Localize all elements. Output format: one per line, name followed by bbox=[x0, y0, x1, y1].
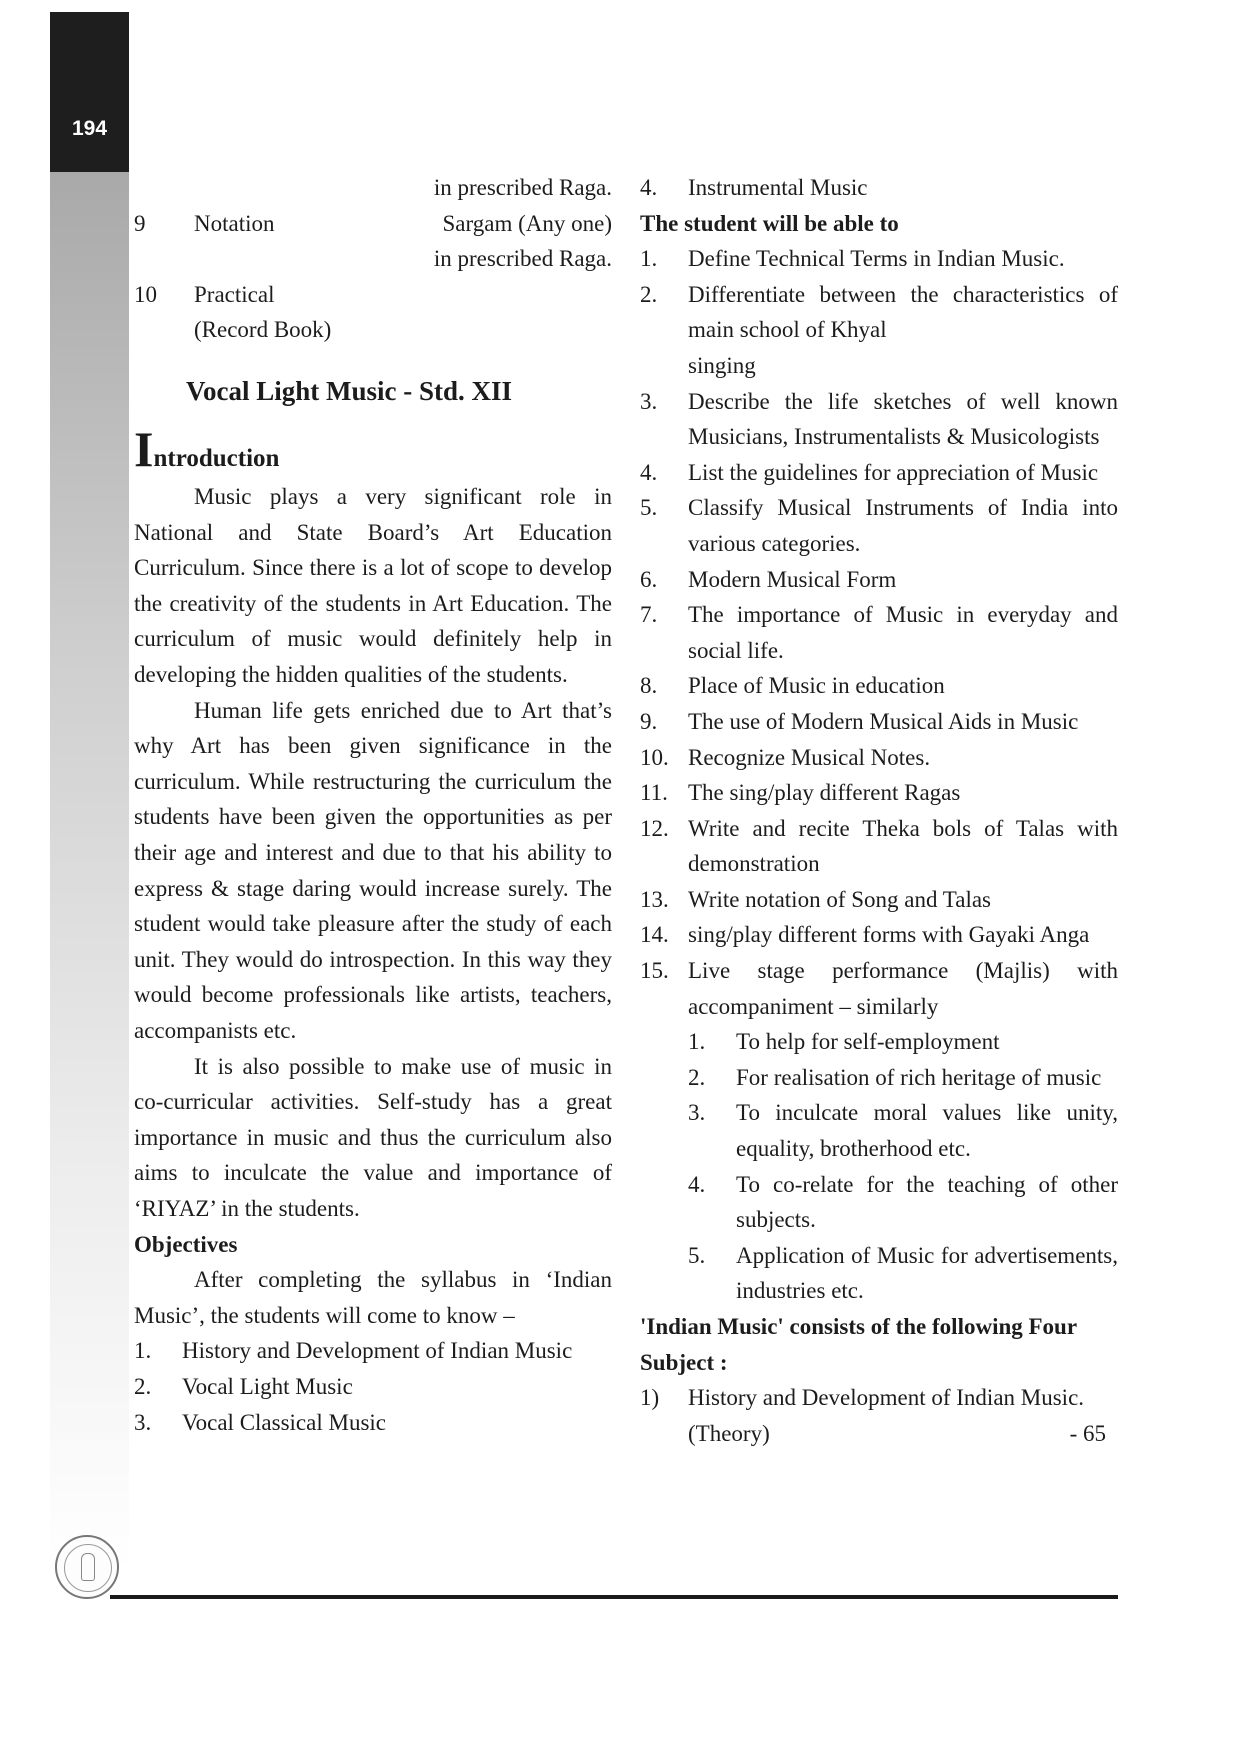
table-row-10 bbox=[134, 277, 612, 313]
item-text: Describe the life sketches of well known Musicians, Instrumentalists & Musicologists bbox=[688, 388, 1118, 450]
item-text: Modern Musical Form bbox=[688, 566, 897, 592]
sub-list-item bbox=[640, 1167, 1118, 1238]
item-text: Write and recite Theka bols of Talas with demonstration bbox=[688, 815, 1118, 877]
sub-list-item bbox=[640, 1238, 1118, 1309]
item-text: The use of Modern Musical Aids in Music bbox=[688, 708, 1079, 734]
item-text-main: Differentiate between the characteristics of main school of Khyal bbox=[688, 281, 1118, 343]
list-item bbox=[640, 917, 1118, 953]
list-item bbox=[134, 1333, 612, 1369]
item-text: Write notation of Song and Talas bbox=[688, 886, 992, 912]
item-number: 15. bbox=[640, 958, 669, 984]
table-row-cont: in prescribed Raga. bbox=[433, 246, 612, 272]
list-item bbox=[640, 562, 1118, 598]
item-number: 7. bbox=[640, 602, 658, 628]
item-number: 11. bbox=[640, 780, 668, 806]
able-heading: The student will be able to bbox=[640, 210, 899, 236]
board-emblem-icon bbox=[55, 1535, 119, 1599]
list-item bbox=[640, 170, 1118, 206]
item-text: The sing/play different Ragas bbox=[688, 780, 961, 806]
list-item bbox=[640, 953, 1118, 1024]
row-subject: Notation bbox=[194, 210, 275, 236]
page-number: 194 bbox=[71, 117, 108, 140]
subject-item bbox=[640, 1380, 1118, 1416]
list-item bbox=[134, 1369, 612, 1405]
intro-paragraph: It is also possible to make use of music in co-curricular activities. Self-study has a great importance in music and thus the curriculum also aims to inculcate the value and importance of ‘RIYAZ’ in the students. bbox=[134, 1053, 612, 1221]
objectives-heading: Objectives bbox=[134, 1231, 238, 1257]
item-number: 8. bbox=[640, 673, 658, 699]
item-number: 2. bbox=[640, 281, 658, 307]
item-text: Recognize Musical Notes. bbox=[688, 744, 931, 770]
list-item bbox=[640, 740, 1118, 776]
item-text: Vocal Light Music bbox=[182, 1373, 353, 1399]
sub-list-item bbox=[640, 1060, 1118, 1096]
item-number: 3. bbox=[688, 1100, 706, 1126]
item-text-extra: singing bbox=[688, 352, 756, 378]
item-number: 1. bbox=[640, 246, 658, 272]
consists-heading: 'Indian Music' consists of the following Four Subject : bbox=[640, 1314, 1077, 1375]
side-gradient-bar bbox=[50, 172, 129, 1572]
heading-rest: ntroduction bbox=[153, 445, 280, 473]
sub-list-item bbox=[640, 1024, 1118, 1060]
list-item bbox=[134, 1405, 612, 1441]
introduction-heading bbox=[134, 421, 612, 479]
row-text: Sargam (Any one) bbox=[442, 210, 612, 236]
item-text: Classify Musical Instruments of India into various categories. bbox=[688, 495, 1118, 556]
item-text: Application of Music for advertisements, industries etc. bbox=[736, 1242, 1118, 1304]
item-number: 6. bbox=[640, 566, 658, 592]
table-row-cont: (Record Book) bbox=[194, 317, 332, 343]
item-text: The importance of Music in everyday and social life. bbox=[688, 602, 1118, 663]
item-text: List the guidelines for appreciation of Music bbox=[688, 459, 1099, 485]
item-number: 2. bbox=[134, 1373, 152, 1399]
item-text: Define Technical Terms in Indian Music. bbox=[688, 246, 1065, 272]
item-text: To inculcate moral values like unity, equality, brotherhood etc. bbox=[736, 1100, 1118, 1162]
list-item bbox=[640, 277, 1118, 384]
list-item bbox=[640, 668, 1118, 704]
list-item bbox=[640, 775, 1118, 811]
item-number: 9. bbox=[640, 708, 658, 734]
item-number: 14. bbox=[640, 922, 669, 948]
item-text: History and Development of Indian Music bbox=[182, 1338, 573, 1364]
section-title: Vocal Light Music - Std. XII bbox=[186, 375, 513, 406]
item-text: sing/play different forms with Gayaki Anga bbox=[688, 922, 1090, 948]
sub-list-item bbox=[640, 1095, 1118, 1166]
item-number: 2. bbox=[688, 1064, 706, 1090]
item-text: Place of Music in education bbox=[688, 673, 945, 699]
item-text: Live stage performance (Majlis) with accompaniment – similarly bbox=[688, 958, 1118, 1019]
left-column bbox=[134, 170, 612, 1440]
subject-marks: - 65 bbox=[1069, 1420, 1106, 1446]
item-number: 3. bbox=[640, 388, 658, 414]
subject-type: (Theory) bbox=[688, 1420, 770, 1446]
table-row-cont: in prescribed Raga. bbox=[433, 175, 612, 200]
item-text: History and Development of Indian Music. bbox=[688, 1385, 1085, 1411]
item-number: 4. bbox=[640, 459, 658, 485]
list-item bbox=[640, 455, 1118, 491]
list-item bbox=[640, 811, 1118, 882]
item-number: 5. bbox=[688, 1242, 706, 1268]
intro-paragraph: Human life gets enriched due to Art that’s why Art has been given significance in the curriculum. While restructuring the curriculum the students have been given the opportunities as per their age and interest and due to that his ability to express & stage daring would increase surely. The student would take pleasure after the study of each unit. They would do introspection. In this way they would become professionals like artists, teachers, accompanists etc. bbox=[134, 697, 612, 1043]
page-number-tab bbox=[50, 12, 129, 172]
row-number: 10 bbox=[134, 281, 157, 307]
item-number: 1. bbox=[688, 1029, 706, 1055]
item-text: Instrumental Music bbox=[688, 175, 868, 200]
subject-item-cont bbox=[640, 1416, 1118, 1452]
item-number: 10. bbox=[640, 744, 669, 770]
dropcap: I bbox=[134, 421, 154, 478]
item-text: To co-relate for the teaching of other subjects. bbox=[736, 1171, 1118, 1233]
item-text: To help for self-employment bbox=[736, 1029, 1000, 1055]
item-number: 3. bbox=[134, 1409, 152, 1435]
item-number: 13. bbox=[640, 886, 669, 912]
row-subject: Practical bbox=[194, 281, 275, 307]
list-item bbox=[640, 241, 1118, 277]
item-number: 1. bbox=[134, 1338, 152, 1364]
list-item bbox=[640, 597, 1118, 668]
item-text: For realisation of rich heritage of music bbox=[736, 1064, 1102, 1090]
bottom-rule bbox=[110, 1595, 1118, 1599]
table-row-9 bbox=[134, 206, 612, 242]
objectives-paragraph: After completing the syllabus in ‘Indian Music’, the students will come to know – bbox=[134, 1267, 612, 1328]
item-number: 12. bbox=[640, 815, 669, 841]
list-item bbox=[640, 384, 1118, 455]
item-text: Vocal Classical Music bbox=[182, 1409, 386, 1435]
list-item bbox=[640, 490, 1118, 561]
list-item bbox=[640, 704, 1118, 740]
item-number: 5. bbox=[640, 495, 658, 521]
item-number: 1) bbox=[640, 1385, 660, 1411]
item-text bbox=[688, 277, 1118, 384]
item-number: 4. bbox=[688, 1171, 706, 1197]
list-item bbox=[640, 882, 1118, 918]
row-number: 9 bbox=[134, 210, 146, 236]
right-column bbox=[640, 170, 1118, 1451]
intro-paragraph: Music plays a very significant role in National and State Board’s Art Education Curriculum. Since there is a lot of scope to develop the creativity of the students in Art Education. The curriculum of music would definitely help in developing the hidden qualities of the students. bbox=[134, 484, 612, 688]
item-number: 4. bbox=[640, 175, 658, 200]
